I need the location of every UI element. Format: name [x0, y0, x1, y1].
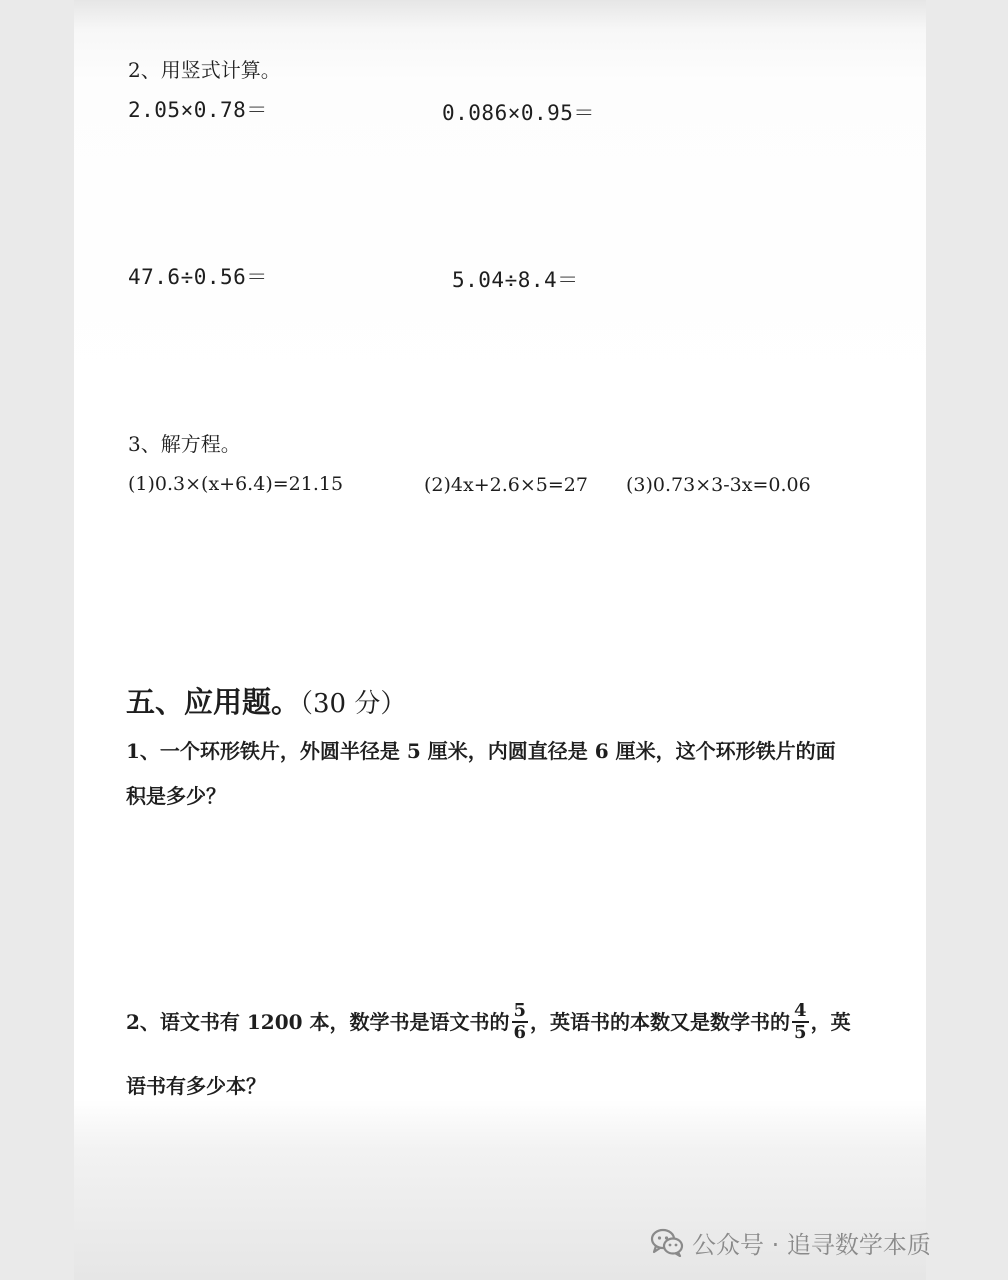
fraction-1-numerator: 5 — [513, 999, 527, 1021]
fraction-four-fifths — [792, 1001, 809, 1043]
wechat-icon — [650, 1227, 684, 1257]
watermark-text: 公众号 · 追寻数学本质 — [692, 1230, 931, 1259]
left-margin — [0, 0, 74, 1280]
question-2-line-2: 语书有多少本？ — [126, 1074, 266, 1098]
problem-2-1: 2.05×0.78＝ — [128, 98, 268, 122]
section3-heading: 3、解方程。 — [128, 432, 241, 456]
section5-points: （30 分） — [300, 689, 407, 719]
equation-3: (3)0.73×3-3x=0.06 — [626, 474, 811, 496]
fraction-1-denominator: 6 — [513, 1021, 527, 1043]
question-2-text-part1: 2、语文书有 1200 本，数学书是语文书的 — [126, 1010, 510, 1034]
equation-2: (2)4x+2.6×5=27 — [424, 474, 588, 496]
section5-title: 五、应用题。 — [126, 685, 301, 719]
right-margin — [926, 0, 1008, 1280]
fraction-five-sixths — [512, 1001, 529, 1043]
problem-2-2: 0.086×0.95＝ — [442, 101, 595, 125]
watermark — [650, 1222, 931, 1262]
section5-heading — [126, 680, 406, 721]
fraction-2-denominator: 5 — [794, 1021, 807, 1043]
question-2-text-part2: ，英语书的本数又是数学书的 — [530, 1010, 791, 1034]
question-2-line-1 — [126, 998, 851, 1046]
problem-2-4: 5.04÷8.4＝ — [452, 268, 579, 292]
fraction-2-numerator: 4 — [794, 999, 807, 1021]
problem-2-3: 47.6÷0.56＝ — [128, 265, 268, 289]
question-1-line-1: 1、一个环形铁片，外圆半径是 5 厘米，内圆直径是 6 厘米，这个环形铁片的面 — [126, 739, 836, 763]
question-1-line-2: 积是多少？ — [126, 784, 226, 808]
question-2-text-part3: ，英 — [810, 1010, 851, 1034]
equation-1: (1)0.3×(x+6.4)=21.15 — [128, 473, 344, 495]
section2-heading: 2、用竖式计算。 — [128, 58, 281, 82]
